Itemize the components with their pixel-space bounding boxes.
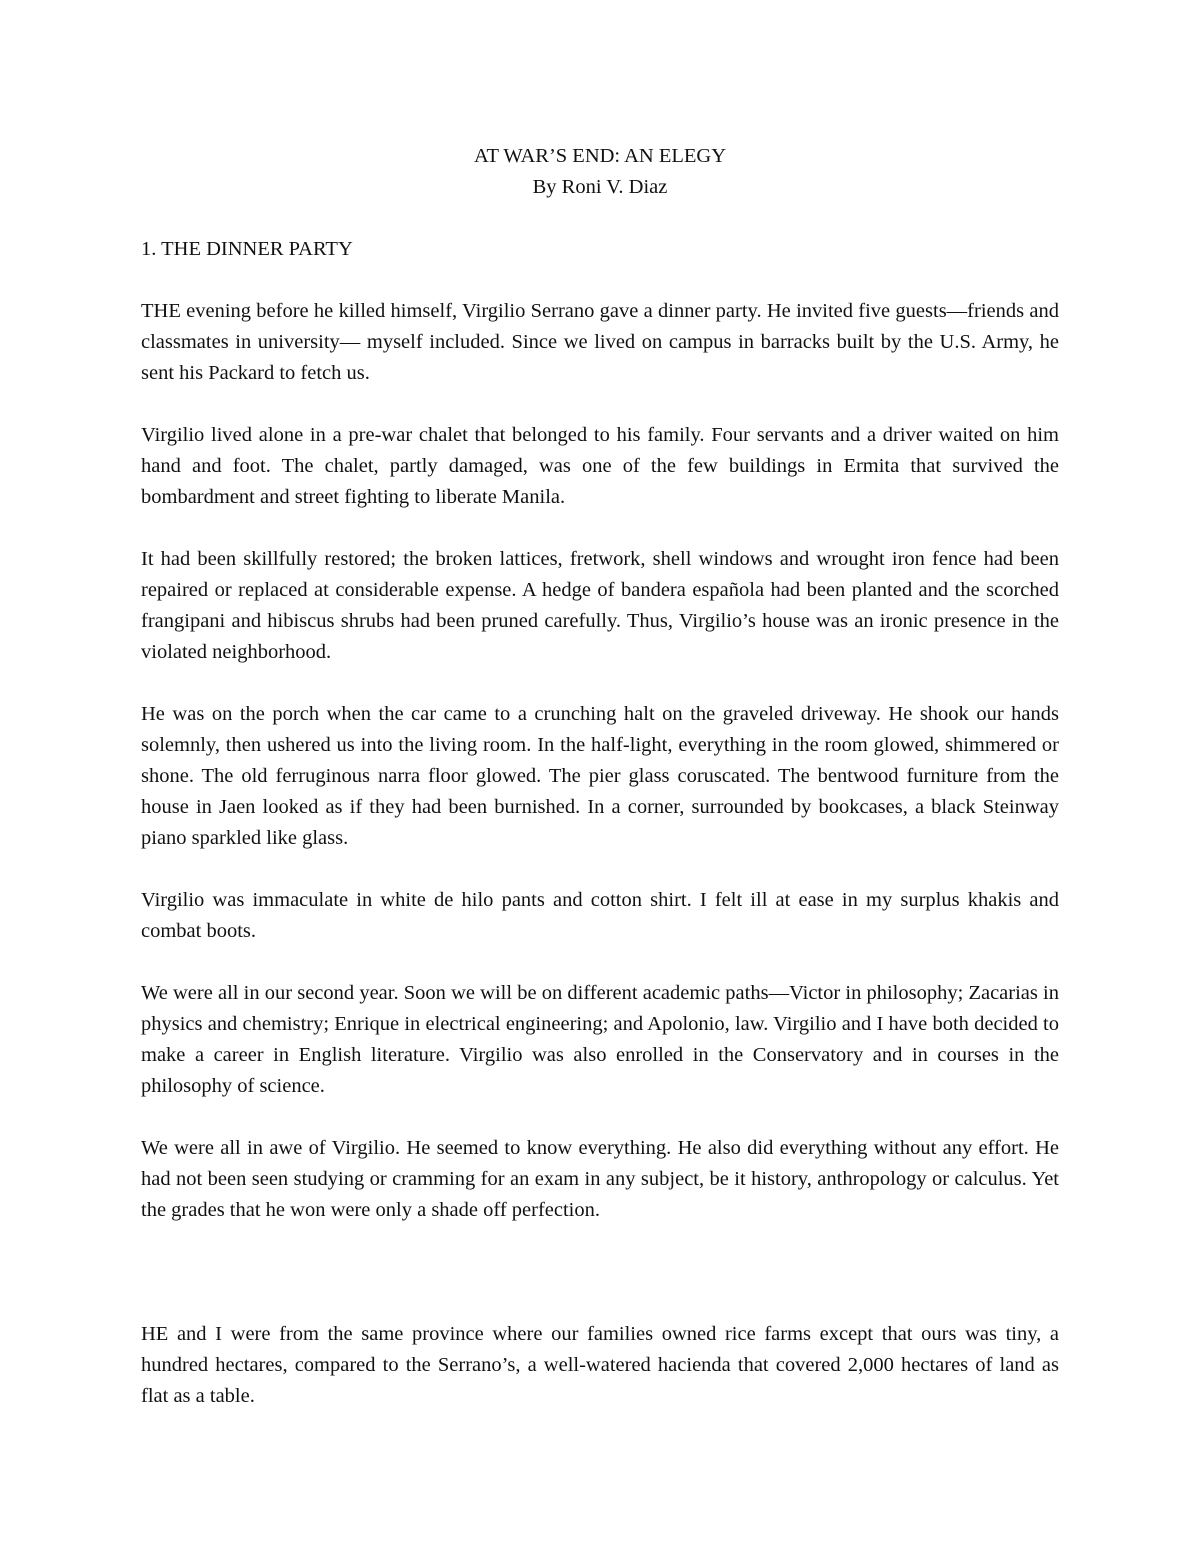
section-heading: 1. THE DINNER PARTY xyxy=(141,238,353,260)
paragraph: We were all in our second year. Soon we will be on different academic paths—Victor in philosophy; Zacarias in physics and chemistry; Enrique in electrical engineering; and Apolonio, law. Virgilio and I have both decided to make a career in English literature. Virgilio was also enrolled in the Conservatory and in courses in the philosophy of science. xyxy=(141,982,1059,1097)
paragraph: It had been skillfully restored; the broken lattices, fretwork, shell windows and wrought iron fence had been repaired or replaced at considerable expense. A hedge of bandera española had been planted and the scorched frangipani and hibiscus shrubs had been pruned carefully. Thus, Virgilio’s house was an ironic presence in the violated neighborhood. xyxy=(141,548,1059,663)
document-title: AT WAR’S END: AN ELEGY xyxy=(473,145,727,167)
paragraph: HE and I were from the same province where our families owned rice farms except that ours was tiny, a hundred hectares, compared to the Serrano’s, a well-watered hacienda that covered 2,000 hectares of land as flat as a table. xyxy=(141,1323,1059,1407)
paragraph: THE evening before he killed himself, Virgilio Serrano gave a dinner party. He invited five guests—friends and classmates in university— myself included. Since we lived on campus in barracks built by the U.S. Army, he sent his Packard to fetch us. xyxy=(141,300,1059,384)
paragraph: Virgilio lived alone in a pre-war chalet that belonged to his family. Four servants and a driver waited on him hand and foot. The chalet, partly damaged, was one of the few buildings in Ermita that survived the bombardment and street fighting to liberate Manila. xyxy=(141,424,1059,508)
document-body xyxy=(141,141,1059,1412)
paragraph: Virgilio was immaculate in white de hilo pants and cotton shirt. I felt ill at ease in my surplus khakis and combat boots. xyxy=(141,889,1059,942)
paragraph: We were all in awe of Virgilio. He seemed to know everything. He also did everything without any effort. He had not been seen studying or cramming for an exam in any subject, be it history, anthropology or calculus. Yet the grades that he won were only a shade off perfection. xyxy=(141,1137,1059,1221)
paragraph: He was on the porch when the car came to a crunching halt on the graveled driveway. He shook our hands solemnly, then ushered us into the living room. In the half-light, everything in the room glowed, shimmered or shone. The old ferruginous narra floor glowed. The pier glass coruscated. The bentwood furniture from the house in Jaen looked as if they had been burnished. In a corner, surrounded by bookcases, a black Steinway piano sparkled like glass. xyxy=(141,703,1059,849)
author-byline: By Roni V. Diaz xyxy=(532,176,668,198)
